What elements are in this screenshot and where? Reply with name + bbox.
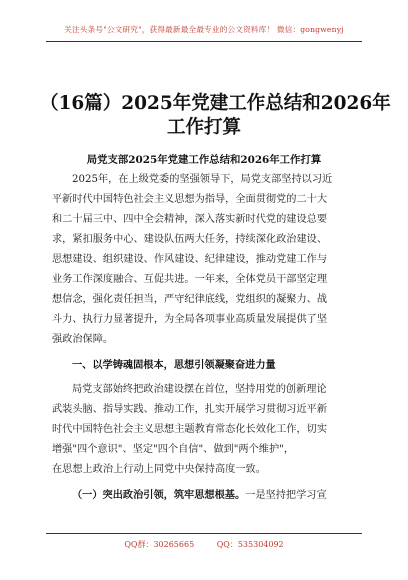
header-note: 关注头条号"公文研究"，获得最新最全最专业的公文资料库！ 微信：gongwenyj	[64, 25, 344, 34]
paragraph-line: 增强"四个意识"、坚定"四个自信"、做到"两个维护"，	[52, 444, 295, 455]
paragraph-line: 求，紧扣服务中心、建设队伍两大任务，持续深化政治建设、	[52, 234, 328, 245]
section-heading: 一、以学铸魂固根本，思想引领凝聚奋进力量	[72, 359, 276, 371]
paragraph-line: 强政治保障。	[52, 334, 114, 345]
paragraph-line: 2025年，在上级党委的坚强领导下，局党支部坚持以习近	[72, 174, 333, 185]
paragraph-line: 斗力、执行力显著提升，为全局各项事业高质量发展提供了坚	[52, 314, 328, 325]
paragraph-line: 武装头脑、指导实践、推动工作，扎实开展学习贯彻习近平新	[52, 404, 328, 415]
intro-paragraph	[52, 170, 358, 350]
paragraph-line: 局党支部始终把政治建设摆在首位，坚持用党的创新理论	[72, 384, 327, 395]
footer-qq-group: QQ群：30265665	[124, 540, 195, 549]
subsection-heading: （一）突出政治引领，筑牢思想根基。	[72, 489, 246, 501]
paragraph-line: 在思想上政治上行动上同党中央保持高度一致。	[52, 464, 266, 475]
paragraph-line: 和二十届三中、四中全会精神，深入落实新时代党的建设总要	[52, 214, 328, 225]
subsection-continuation: 一是坚持把学习宣	[245, 490, 327, 501]
footer-qq: QQ：535304092	[216, 540, 284, 549]
paragraph-line: 平新时代中国特色社会主义思想为指导，全面贯彻党的二十大	[52, 194, 328, 205]
paragraph-line: 业务工作深度融合、互促共进。一年来，全体党员干部坚定理	[52, 274, 328, 285]
paragraph-line: 想信念，强化责任担当，严守纪律底线，党组织的凝聚力、战	[52, 294, 328, 305]
document-title	[40, 92, 391, 140]
section-paragraph	[52, 380, 358, 480]
document-subtitle: 局党支部2025年党建工作总结和2026年工作打算	[86, 154, 322, 166]
title-line-2: 工作打算	[166, 117, 241, 138]
header-divider	[46, 41, 362, 42]
title-line-1: （16篇）2025年党建工作总结和2026年	[40, 93, 391, 114]
footer-contacts	[0, 539, 408, 550]
paragraph-line: 思想建设、组织建设、作风建设、纪律建设，推动党建工作与	[52, 254, 328, 265]
footer-divider	[46, 533, 362, 534]
subsection-line	[52, 485, 358, 506]
paragraph-line: 时代中国特色社会主义思想主题教育常态化长效化工作，切实	[52, 424, 328, 435]
subsection-text	[52, 485, 358, 506]
